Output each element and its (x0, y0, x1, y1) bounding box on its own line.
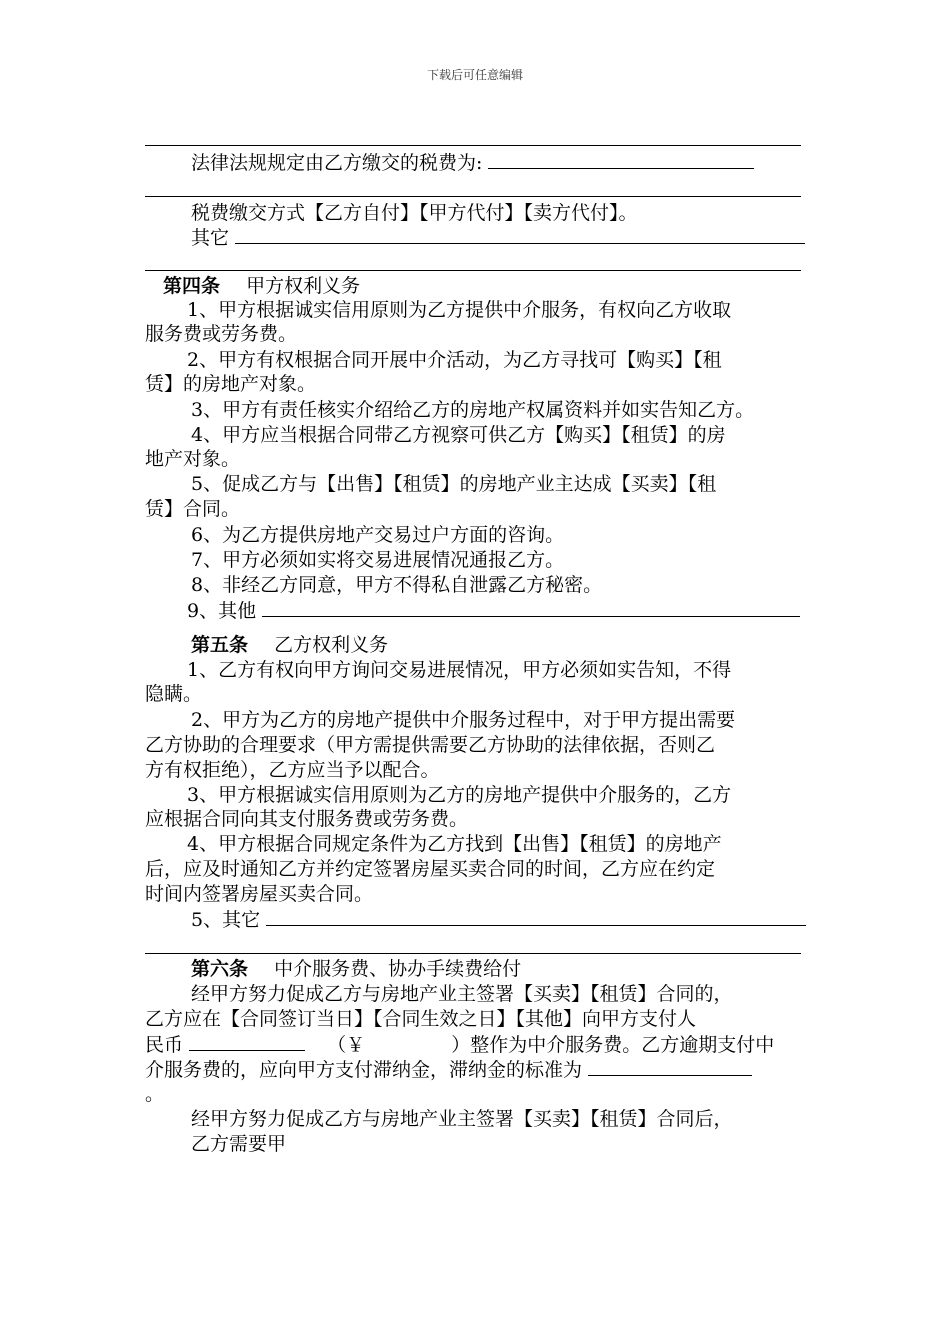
article-4-title: 第四条 (163, 275, 221, 297)
article-6-subtitle: 中介服务费、协办手续费给付 (274, 958, 522, 980)
late-fee-blank[interactable] (588, 1057, 752, 1076)
text-line: 4、甲方根据合同规定条件为乙方找到【出售】【租赁】的房地产 (187, 833, 722, 855)
text-line: 乙方协助的合理要求（甲方需提供需要乙方协助的法律依据，否则乙 (145, 734, 716, 756)
fee-yen-label: （￥ (327, 1034, 366, 1056)
tax-other-line (191, 225, 805, 250)
tax-other-blank[interactable] (235, 225, 805, 244)
article-5-other-blank[interactable] (266, 907, 806, 926)
tax-line (191, 150, 754, 175)
article-4-subtitle: 甲方权利义务 (246, 275, 361, 297)
article-4-other-line (187, 598, 800, 623)
text-line: 后，应及时通知乙方并约定签署房屋买卖合同的时间，乙方应在约定 (145, 858, 716, 880)
late-fee-line (145, 1057, 752, 1082)
text-line: 2、甲方为乙方的房地产提供中介服务过程中，对于甲方提出需要 (191, 709, 736, 731)
tax-method: 税费缴交方式【乙方自付】【甲方代付】【卖方代付】。 (191, 202, 638, 224)
text-line: 方有权拒绝），乙方应当予以配合。 (145, 759, 440, 781)
text-line: 乙方需要甲 (191, 1133, 287, 1155)
article-5-other-line (191, 907, 806, 932)
text-line: 6、为乙方提供房地产交易过户方面的咨询。 (191, 524, 565, 546)
text-line: 8、非经乙方同意，甲方不得私自泄露乙方秘密。 (191, 574, 603, 596)
text-line: 地产对象。 (145, 448, 241, 470)
text-line: 隐瞒。 (145, 683, 203, 705)
page-header: 下载后可任意编辑 (426, 68, 523, 82)
article-5-subtitle: 乙方权利义务 (274, 634, 389, 656)
late-fee-text: 介服务费的，应向甲方支付滞纳金，滞纳金的标准为 (145, 1059, 583, 1081)
text-line: 服务费或劳务费。 (145, 323, 298, 345)
fee-currency-label: 民币 (145, 1034, 184, 1056)
text-line: 经甲方努力促成乙方与房地产业主签署【买卖】【租赁】合同后， (191, 1108, 733, 1130)
blank-line (145, 145, 801, 146)
text-line: 经甲方努力促成乙方与房地产业主签署【买卖】【租赁】合同的， (191, 983, 733, 1005)
article-4-other-label: 9、其他 (187, 600, 257, 622)
text-line: 2、甲方有权根据合同开展中介活动，为乙方寻找可【购买】【租 (187, 349, 722, 371)
text-line: 赁】的房地产对象。 (145, 373, 317, 395)
article-5-other-label: 5、其它 (191, 909, 261, 931)
fee-amount-blank[interactable] (189, 1032, 305, 1051)
text-line: 7、甲方必须如实将交易进展情况通报乙方。 (191, 549, 565, 571)
article-4-other-blank[interactable] (262, 598, 800, 617)
text-line: 4、甲方应当根据合同带乙方视察可供乙方【购买】【租赁】的房 (191, 424, 726, 446)
article-5-heading (191, 633, 388, 657)
blank-line (145, 953, 801, 954)
tax-label: 法律法规规定由乙方缴交的税费为: (191, 152, 483, 174)
fee-line (145, 1032, 774, 1057)
text-line: 5、促成乙方与【出售】【租赁】的房地产业主达成【买卖】【租 (191, 473, 717, 495)
article-5-title: 第五条 (191, 634, 249, 656)
tax-other-label: 其它 (191, 227, 230, 249)
text-line: 。 (145, 1083, 165, 1105)
text-line: 时间内签署房屋买卖合同。 (145, 883, 374, 905)
text-line: 应根据合同向其支付服务费或劳务费。 (145, 808, 469, 830)
fee-text: ）整作为中介服务费。乙方逾期支付中 (451, 1034, 775, 1056)
text-line: 赁】合同。 (145, 498, 241, 520)
blank-line (145, 270, 801, 271)
blank-line (145, 196, 801, 197)
article-4-heading (163, 274, 360, 298)
text-line: 1、乙方有权向甲方询问交易进展情况，甲方必须如实告知，不得 (187, 659, 732, 681)
text-line: 乙方应在【合同签订当日】【合同生效之日】【其他】向甲方支付人 (145, 1008, 697, 1030)
text-line: 3、甲方根据诚实信用原则为乙方的房地产提供中介服务的，乙方 (187, 784, 732, 806)
tax-blank[interactable] (488, 150, 754, 169)
text-line: 3、甲方有责任核实介绍给乙方的房地产权属资料并如实告知乙方。 (191, 399, 755, 421)
article-6-title: 第六条 (191, 958, 249, 980)
text-line: 1、甲方根据诚实信用原则为乙方提供中介服务，有权向乙方收取 (187, 299, 732, 321)
article-6-heading (191, 957, 521, 981)
